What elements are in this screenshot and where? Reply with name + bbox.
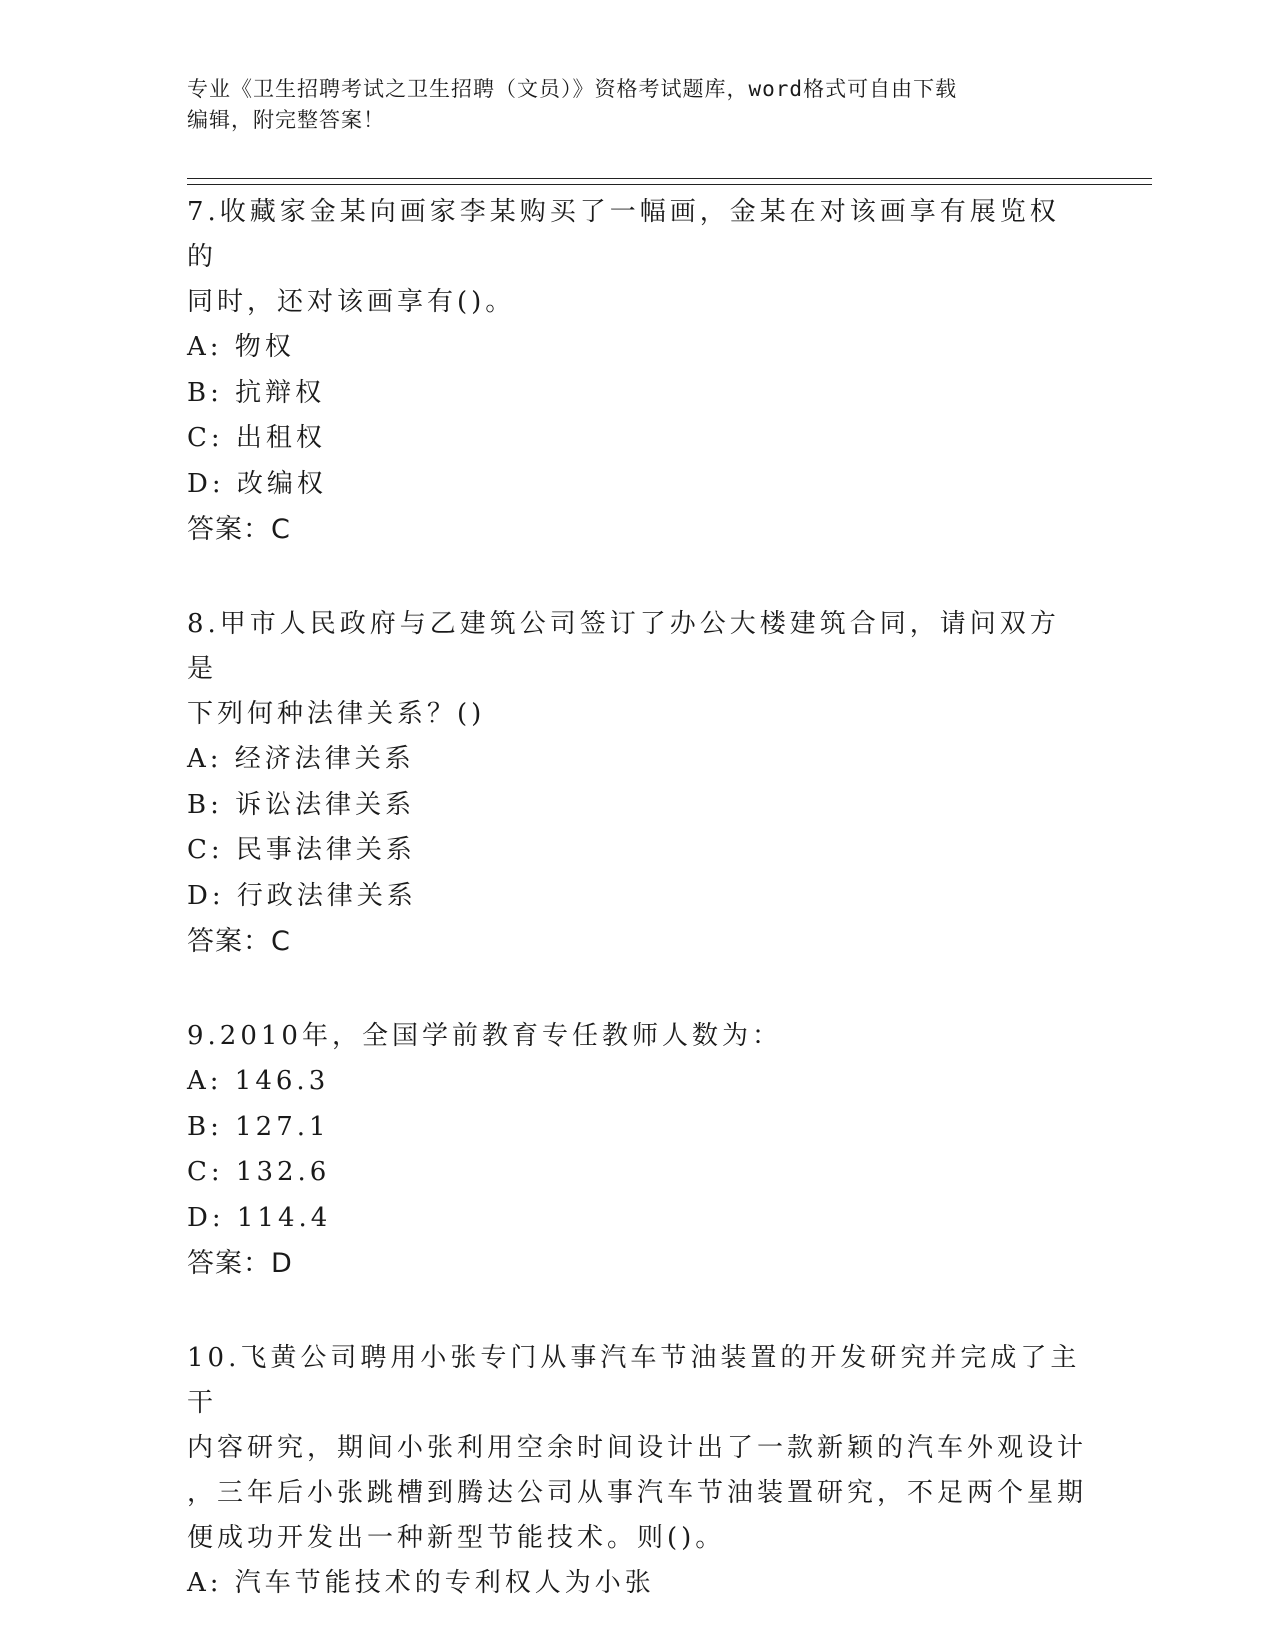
question-spacer (187, 552, 1087, 602)
question-stem-line: 便成功开发出一种新型节能技术。则()。 (187, 1523, 726, 1553)
option-a: A: 物权 (187, 332, 295, 362)
question-stem-line: 8.甲市人民政府与乙建筑公司签订了办公大楼建筑合同，请问双方是 (187, 609, 1060, 684)
option-d: D: 114.4 (187, 1202, 332, 1233)
option-a: A: 146.3 (187, 1066, 330, 1096)
answer-line: 答案：C (187, 514, 291, 545)
option-d: D: 改编权 (187, 468, 327, 499)
question-spacer (187, 964, 1087, 1014)
option-c: C: 132.6 (187, 1157, 331, 1187)
option-b: B: 127.1 (187, 1111, 330, 1142)
question-stem-line: 同时，还对该画享有()。 (187, 287, 516, 317)
header-line-2: 编辑，附完整答案！ (187, 108, 385, 132)
option-a: A: 经济法律关系 (187, 744, 415, 774)
question-7 (187, 190, 1087, 552)
question-stem-line: 10.飞黄公司聘用小张专门从事汽车节油装置的开发研究并完成了主干 (187, 1343, 1081, 1418)
question-spacer (187, 1286, 1087, 1336)
option-d: D: 行政法律关系 (187, 880, 417, 911)
answer-line: 答案：D (187, 1248, 293, 1279)
header-line-1: 专业《卫生招聘考试之卫生招聘（文员）》资格考试题库，word格式可自由下载 (187, 77, 958, 101)
header-divider-bottom (187, 184, 1152, 185)
option-b: B: 抗辩权 (187, 377, 326, 408)
question-8 (187, 602, 1087, 964)
question-stem-line: 7.收藏家金某向画家李某购买了一幅画，金某在对该画享有展览权的 (187, 197, 1060, 272)
question-stem-line: ，三年后小张跳槽到腾达公司从事汽车节油装置研究，不足两个星期 (187, 1478, 1088, 1508)
option-b: B: 诉讼法律关系 (187, 789, 416, 820)
question-stem-line: 下列何种法律关系？() (187, 699, 486, 729)
question-9 (187, 1014, 1087, 1286)
option-c: C: 民事法律关系 (187, 835, 416, 865)
option-c: C: 出租权 (187, 423, 326, 453)
question-stem-line: 内容研究，期间小张利用空余时间设计出了一款新颖的汽车外观设计 (187, 1433, 1088, 1463)
question-list (187, 190, 1087, 1607)
document-header (187, 74, 1067, 136)
question-stem-line: 9.2010年，全国学前教育专任教师人数为： (187, 1021, 782, 1051)
answer-line: 答案：C (187, 926, 291, 957)
header-divider-top (187, 178, 1152, 179)
option-a: A: 汽车节能技术的专利权人为小张 (187, 1568, 655, 1598)
question-10 (187, 1336, 1087, 1607)
